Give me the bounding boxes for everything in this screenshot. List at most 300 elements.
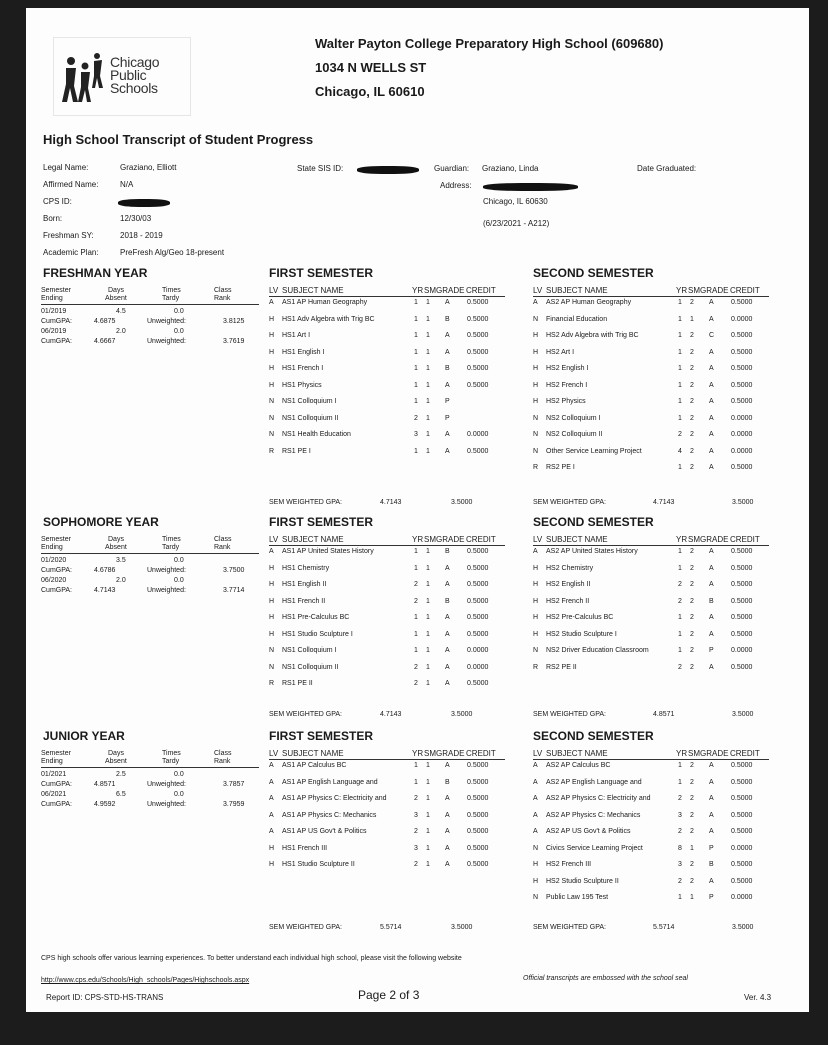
student-field-label: Affirmed Name: (43, 180, 99, 189)
footer-note: CPS high schools offer various learning experiences. To better understand each individual high school, please visit the following website (41, 955, 462, 962)
course-row (269, 664, 505, 675)
second-semester-header-sm: SM (688, 535, 700, 544)
course-yr: 1 (414, 365, 418, 372)
second-semester-title: SECOND SEMESTER (533, 729, 654, 743)
semester-ending: 06/2021 (41, 791, 67, 798)
second-semester-title: SECOND SEMESTER (533, 515, 654, 529)
course-credit: 0.5000 (731, 630, 753, 638)
course-sm: 2 (690, 614, 694, 621)
course-sm: 2 (690, 795, 694, 802)
course-yr: 4 (678, 447, 682, 455)
course-sm: 2 (690, 431, 694, 438)
unweighted-value: 3.7857 (223, 781, 245, 788)
course-grade: B (445, 315, 450, 323)
course-sm: 2 (690, 299, 694, 306)
course-row (533, 878, 769, 889)
summary-header-rule (41, 553, 259, 554)
course-level: N (533, 844, 539, 852)
course-yr: 2 (414, 414, 418, 422)
course-credit: 0.0000 (731, 447, 753, 455)
course-subject: HS2 English II (546, 581, 591, 588)
second-semester-header-sm: SM (688, 286, 700, 295)
course-credit: 0.5000 (467, 447, 489, 455)
course-level: H (533, 877, 539, 885)
course-sm: 1 (690, 894, 694, 901)
course-credit: 0.5000 (731, 877, 753, 885)
course-subject: HS2 Pre-Calculus BC (546, 614, 614, 621)
first-semester-header-lv: LV (269, 286, 279, 295)
summary-header-absent: Absent (105, 758, 127, 765)
course-subject: AS1 AP English Language and (282, 778, 378, 786)
course-credit: 0.0000 (731, 894, 753, 901)
sem-weighted-gpa-value: 5.5714 (380, 924, 402, 931)
times-tardy: 0.0 (174, 791, 184, 798)
second-semester-header-credit: CREDIT (730, 535, 760, 544)
student-field-label: Freshman SY: (43, 231, 94, 240)
course-grade: P (445, 398, 450, 405)
course-subject: RS1 PE II (282, 680, 313, 687)
first-semester-header-subject: SUBJECT NAME (282, 749, 344, 758)
sem-weighted-gpa-value: 4.7143 (380, 499, 402, 506)
course-grade: A (445, 348, 450, 356)
course-row (269, 845, 505, 856)
course-subject: HS1 Pre-Calculus BC (282, 614, 350, 621)
second-semester-title: SECOND SEMESTER (533, 266, 654, 280)
course-subject: RS2 PE II (546, 663, 577, 671)
student-field-label: CPS ID: (43, 197, 72, 206)
semester-ending: 01/2019 (41, 308, 67, 315)
course-level: H (533, 861, 539, 868)
summary-header-class: Class (214, 287, 232, 294)
first-semester-header-yr: YR (412, 535, 424, 544)
course-row (269, 762, 505, 773)
course-sm: 2 (690, 447, 694, 455)
course-subject: Financial Education (546, 315, 608, 323)
second-semester-header-yr: YR (676, 749, 688, 758)
course-grade: A (445, 828, 450, 835)
state-sis-label: State SIS ID: (297, 164, 344, 173)
unweighted-label: Unweighted: (147, 587, 186, 594)
course-subject: HS1 French II (282, 597, 326, 605)
course-grade: B (709, 861, 714, 868)
course-level: A (269, 548, 274, 555)
first-semester-header-subject: SUBJECT NAME (282, 286, 344, 295)
course-row (533, 349, 769, 360)
course-subject: HS1 Adv Algebra with Trig BC (282, 315, 375, 323)
course-credit: 0.5000 (467, 762, 489, 769)
sem-weighted-gpa-value: 4.7143 (380, 711, 402, 718)
unweighted-label: Unweighted: (147, 781, 186, 788)
course-row (269, 861, 505, 872)
summary-header-semester: Semester (41, 536, 71, 543)
first-semester-header-sm: SM (424, 535, 436, 544)
course-row (533, 548, 769, 559)
report-id: Report ID: CPS-STD-HS-TRANS (46, 993, 164, 1002)
cumgpa-value: 4.6875 (94, 318, 116, 325)
cumgpa-value: 4.6786 (94, 567, 116, 574)
course-grade: C (709, 332, 715, 339)
second-semester-header-grade: GRADE (700, 286, 729, 295)
days-absent: 2.0 (116, 577, 126, 584)
first-semester-header-rule (269, 759, 505, 760)
course-yr: 2 (678, 795, 682, 802)
course-sm: 2 (690, 398, 694, 405)
course-credit: 0.5000 (731, 381, 753, 389)
unweighted-label: Unweighted: (147, 801, 186, 808)
second-semester-header-lv: LV (533, 535, 543, 544)
document-title: High School Transcript of Student Progress (43, 132, 314, 147)
course-grade: A (709, 548, 714, 555)
course-credit: 0.5000 (731, 332, 753, 339)
course-subject: HS2 Studio Sculpture II (546, 877, 619, 885)
course-sm: 1 (426, 381, 430, 389)
course-yr: 2 (678, 431, 682, 438)
course-sm: 1 (426, 630, 430, 638)
course-yr: 1 (678, 348, 682, 356)
course-grade: A (709, 811, 714, 819)
course-credit: 0.0000 (731, 647, 753, 654)
course-yr: 2 (678, 597, 682, 605)
course-sm: 1 (426, 614, 430, 621)
course-sm: 1 (426, 299, 430, 306)
course-subject: RS1 PE I (282, 447, 311, 455)
summary-header-class: Class (214, 536, 232, 543)
course-subject: HS2 English I (546, 365, 589, 372)
course-row (269, 779, 505, 790)
second-semester-header-sm: SM (688, 749, 700, 758)
first-semester-header-subject: SUBJECT NAME (282, 535, 344, 544)
footer-url[interactable]: http://www.cps.edu/Schools/High_schools/Pages/Highschools.aspx (41, 977, 250, 984)
course-row (269, 382, 505, 393)
course-grade: A (445, 332, 450, 339)
course-yr: 2 (414, 795, 418, 802)
version: Ver. 4.3 (744, 993, 772, 1002)
school-street: 1034 N WELLS ST (315, 60, 427, 75)
course-sm: 2 (690, 581, 694, 588)
course-credit: 0.5000 (467, 548, 489, 555)
logo-line: Schools (110, 80, 158, 96)
course-yr: 1 (414, 332, 418, 339)
course-credit: 0.5000 (731, 795, 753, 802)
cumgpa-label: CumGPA: (41, 338, 72, 345)
course-credit: 0.5000 (467, 778, 489, 786)
course-sm: 2 (690, 630, 694, 638)
course-grade: B (445, 365, 450, 372)
course-grade: B (445, 597, 450, 605)
course-row (269, 680, 505, 691)
course-credit: 0.5000 (467, 365, 489, 372)
sem-weighted-gpa-label: SEM WEIGHTED GPA: (269, 499, 342, 506)
course-level: H (269, 597, 275, 605)
course-grade: B (709, 597, 714, 605)
summary-header-days: Days (108, 536, 124, 543)
course-sm: 1 (426, 663, 430, 671)
first-semester-title: FIRST SEMESTER (269, 266, 374, 280)
times-tardy: 0.0 (174, 308, 184, 315)
course-grade: A (709, 630, 714, 638)
course-row (533, 415, 769, 426)
course-row (533, 894, 769, 905)
address-dates: (6/23/2021 - A212) (483, 219, 550, 228)
course-yr: 3 (414, 431, 418, 438)
cps-id-redaction (118, 199, 170, 207)
course-sm: 1 (426, 597, 430, 605)
course-row (269, 448, 505, 459)
silhouette-figures-icon (60, 52, 110, 108)
course-row (533, 631, 769, 642)
course-grade: A (709, 614, 714, 621)
course-subject: NS1 Colloquium II (282, 414, 339, 422)
date-graduated-label: Date Graduated: (637, 164, 697, 173)
course-sm: 1 (426, 564, 430, 572)
course-level: A (269, 828, 274, 835)
course-row (533, 614, 769, 625)
first-semester-header-grade: GRADE (436, 749, 465, 758)
course-row (269, 795, 505, 806)
course-subject: AS1 AP Physics C: Electricity and (282, 795, 387, 802)
first-semester-header-lv: LV (269, 535, 279, 544)
course-sm: 2 (690, 663, 694, 671)
page-number: Page 2 of 3 (358, 988, 420, 1002)
course-level: R (533, 663, 539, 671)
unweighted-value: 3.7959 (223, 801, 245, 808)
times-tardy: 0.0 (174, 577, 184, 584)
cumgpa-label: CumGPA: (41, 801, 72, 808)
course-credit: 0.5000 (731, 828, 753, 835)
course-row (533, 316, 769, 327)
course-row (269, 812, 505, 823)
student-field-label: Legal Name: (43, 163, 89, 172)
course-row (533, 448, 769, 459)
course-credit: 0.5000 (467, 315, 489, 323)
course-sm: 2 (690, 811, 694, 819)
school-city: Chicago, IL 60610 (315, 84, 425, 99)
course-credit: 0.5000 (731, 299, 753, 306)
course-row (269, 565, 505, 576)
course-level: N (269, 398, 275, 405)
course-level: N (533, 447, 539, 455)
course-subject: HS1 Chemistry (282, 564, 330, 572)
course-level: H (533, 348, 539, 356)
course-credit: 0.5000 (467, 381, 489, 389)
course-yr: 2 (678, 877, 682, 885)
course-grade: P (709, 844, 714, 852)
course-row (533, 382, 769, 393)
course-yr: 1 (414, 447, 418, 455)
course-yr: 1 (414, 348, 418, 356)
course-sm: 1 (426, 581, 430, 588)
course-row (533, 647, 769, 658)
course-sm: 1 (426, 762, 430, 769)
course-sm: 2 (690, 381, 694, 389)
first-semester-header-grade: GRADE (436, 535, 465, 544)
sem-unweighted-gpa-value: 3.5000 (451, 924, 473, 931)
second-semester-header-lv: LV (533, 286, 543, 295)
student-field-label: Born: (43, 214, 63, 223)
cumgpa-value: 4.6667 (94, 338, 116, 345)
course-level: A (533, 548, 538, 555)
course-credit: 0.5000 (731, 365, 753, 372)
course-sm: 2 (690, 548, 694, 555)
second-semester-header-rule (533, 545, 769, 546)
course-grade: A (445, 844, 450, 852)
unweighted-label: Unweighted: (147, 567, 186, 574)
course-subject: AS2 AP US Gov't & Politics (546, 828, 631, 835)
course-level: H (269, 614, 275, 621)
semester-ending: 06/2020 (41, 577, 67, 584)
sem-weighted-gpa-value: 4.8571 (653, 711, 675, 718)
course-yr: 2 (414, 680, 418, 687)
first-semester-title: FIRST SEMESTER (269, 515, 374, 529)
course-sm: 1 (426, 315, 430, 323)
course-level: N (269, 647, 275, 654)
course-row (269, 316, 505, 327)
second-semester-header-rule (533, 759, 769, 760)
school-name: Walter Payton College Preparatory High School (609680) (315, 36, 664, 51)
course-level: H (269, 348, 275, 356)
unweighted-label: Unweighted: (147, 318, 186, 325)
course-grade: A (709, 795, 714, 802)
course-credit: 0.5000 (467, 861, 489, 868)
course-row (533, 845, 769, 856)
course-sm: 2 (690, 877, 694, 885)
logo-line: Chicago (110, 54, 160, 70)
course-yr: 2 (414, 828, 418, 835)
course-subject: NS1 Colloquium I (282, 647, 337, 654)
year-title: JUNIOR YEAR (43, 729, 125, 743)
course-grade: A (709, 581, 714, 588)
course-subject: HS1 French III (282, 844, 328, 852)
course-credit: 0.5000 (731, 861, 753, 868)
course-credit: 0.5000 (467, 348, 489, 356)
sem-weighted-gpa-label: SEM WEIGHTED GPA: (533, 499, 606, 506)
course-credit: 0.5000 (731, 614, 753, 621)
state-sis-redaction (357, 166, 419, 174)
sem-weighted-gpa-label: SEM WEIGHTED GPA: (269, 924, 342, 931)
course-row (533, 581, 769, 592)
course-credit: 0.0000 (731, 431, 753, 438)
course-sm: 1 (426, 348, 430, 356)
course-level: H (533, 381, 539, 389)
summary-header-rule (41, 767, 259, 768)
course-grade: A (445, 381, 450, 389)
course-sm: 2 (690, 414, 694, 422)
summary-header-rule (41, 304, 259, 305)
course-credit: 0.5000 (731, 464, 753, 471)
first-semester-header-credit: CREDIT (466, 535, 496, 544)
course-grade: A (445, 581, 450, 588)
course-grade: A (445, 614, 450, 621)
course-grade: A (709, 299, 714, 306)
guardian-label: Guardian: (434, 164, 470, 173)
summary-header-ending: Ending (41, 758, 63, 765)
course-row (533, 365, 769, 376)
course-subject: HS1 Physics (282, 381, 322, 389)
times-tardy: 0.0 (174, 328, 184, 335)
course-yr: 1 (678, 614, 682, 621)
course-yr: 1 (678, 414, 682, 422)
course-subject: Civics Service Learning Project (546, 844, 643, 852)
course-level: H (269, 315, 275, 323)
course-subject: NS2 Colloquium II (546, 431, 603, 438)
course-credit: 0.5000 (467, 564, 489, 572)
unweighted-value: 3.7714 (223, 587, 245, 594)
days-absent: 6.5 (116, 791, 126, 798)
course-subject: Other Service Learning Project (546, 447, 642, 455)
emboss-note: Official transcripts are embossed with the school seal (523, 975, 688, 982)
course-sm: 1 (426, 365, 430, 372)
course-subject: HS2 French II (546, 597, 590, 605)
course-yr: 1 (678, 315, 682, 323)
semester-ending: 01/2020 (41, 557, 67, 564)
first-semester-title: FIRST SEMESTER (269, 729, 374, 743)
course-yr: 3 (414, 811, 418, 819)
course-grade: A (445, 861, 450, 868)
second-semester-header-lv: LV (533, 749, 543, 758)
cumgpa-label: CumGPA: (41, 567, 72, 574)
days-absent: 2.5 (116, 771, 126, 778)
course-level: H (269, 332, 275, 339)
course-grade: A (709, 464, 714, 471)
course-credit: 0.5000 (731, 762, 753, 769)
cumgpa-value: 4.7143 (94, 587, 116, 594)
course-sm: 1 (426, 647, 430, 654)
course-sm: 2 (690, 861, 694, 868)
course-credit: 0.5000 (731, 398, 753, 405)
course-subject: AS2 AP Calculus BC (546, 762, 611, 769)
course-credit: 0.0000 (731, 315, 753, 323)
course-subject: HS2 French III (546, 861, 592, 868)
course-grade: A (709, 778, 714, 786)
days-absent: 4.5 (116, 308, 126, 315)
course-level: N (533, 315, 539, 323)
course-level: A (269, 299, 274, 306)
course-level: H (533, 564, 539, 572)
cumgpa-value: 4.8571 (94, 781, 116, 788)
summary-header-tardy: Tardy (162, 295, 180, 302)
course-level: N (533, 894, 539, 901)
summary-header-rank: Rank (214, 295, 231, 302)
course-yr: 1 (414, 398, 418, 405)
sem-weighted-gpa-label: SEM WEIGHTED GPA: (269, 711, 342, 718)
course-grade: P (709, 894, 714, 901)
student-field-value: PreFresh Alg/Geo 18-present (120, 248, 225, 257)
course-sm: 2 (690, 564, 694, 572)
summary-header-semester: Semester (41, 750, 71, 757)
course-credit: 0.5000 (731, 597, 753, 605)
course-grade: A (709, 365, 714, 372)
course-yr: 1 (414, 315, 418, 323)
course-grade: A (445, 811, 450, 819)
course-yr: 1 (678, 365, 682, 372)
course-subject: HS1 English II (282, 581, 327, 588)
first-semester-header-rule (269, 545, 505, 546)
course-level: H (533, 630, 539, 638)
course-level: N (533, 647, 539, 654)
course-grade: A (445, 663, 450, 671)
course-row (269, 598, 505, 609)
course-row (533, 828, 769, 839)
second-semester-header-subject: SUBJECT NAME (546, 535, 608, 544)
course-sm: 2 (690, 597, 694, 605)
address-redaction (483, 183, 578, 191)
unweighted-value: 3.8125 (223, 318, 245, 325)
course-credit: 0.5000 (467, 597, 489, 605)
course-row (533, 431, 769, 442)
course-yr: 1 (678, 464, 682, 471)
summary-header-ending: Ending (41, 295, 63, 302)
sem-weighted-gpa-label: SEM WEIGHTED GPA: (533, 924, 606, 931)
